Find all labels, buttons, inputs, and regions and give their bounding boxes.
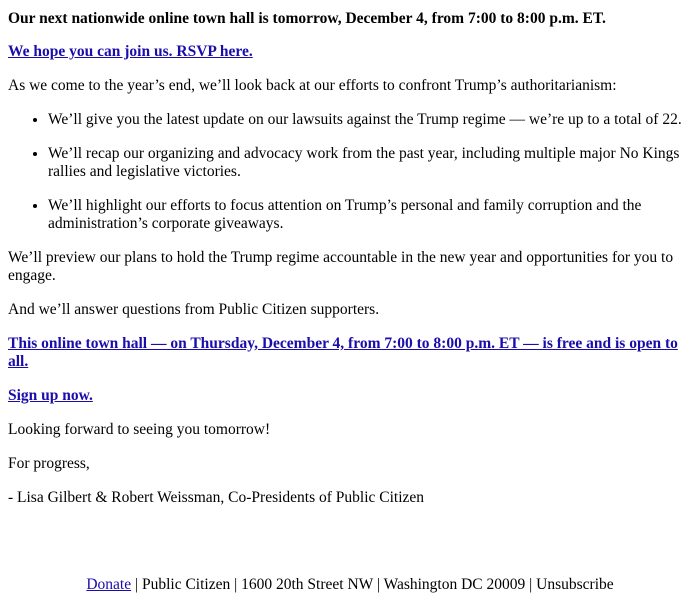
rsvp-link[interactable]: We hope you can join us. RSVP here. (8, 43, 253, 60)
footer-org: Public Citizen (141, 576, 231, 593)
footer-separator: | (373, 576, 384, 593)
questions-text: And we’ll answer questions from Public Citizen supporters. (8, 301, 380, 318)
footer-separator: | (131, 576, 142, 593)
intro-text: As we come to the year’s end, we’ll look back at our efforts to confront Trump’s authoritarianism: (8, 77, 617, 94)
footer (0, 576, 700, 594)
unsubscribe-link[interactable]: Unsubscribe (536, 576, 614, 593)
list-item: • We’ll recap our organizing and advocacy work from the past year, including multiple major No Kings rallies and legislative victories. (48, 145, 688, 181)
footer-city: Washington DC 20009 (383, 576, 526, 593)
donate-link[interactable]: Donate (86, 576, 132, 593)
headline: Our next nationwide online town hall is tomorrow, December 4, from 7:00 to 8:00 p.m. ET. (8, 10, 606, 27)
signup-paragraph (8, 387, 688, 405)
list-item: • We’ll highlight our efforts to focus attention on Trump’s personal and family corruption and the administration’s corporate giveaways. (48, 197, 688, 233)
agenda-list (8, 111, 688, 233)
free-event-link[interactable]: This online town hall — on Thursday, December 4, from 7:00 to 8:00 p.m. ET — is free and is open to all. (8, 335, 678, 370)
signup-link[interactable]: Sign up now. (8, 387, 93, 404)
closing-text: Looking forward to seeing you tomorrow! (8, 421, 271, 438)
list-item: • We’ll give you the latest update on our lawsuits against the Trump regime — we’re up to a total of 22. (48, 111, 688, 129)
signature-text: - Lisa Gilbert & Robert Weissman, Co-Presidents of Public Citizen (8, 489, 425, 506)
footer-separator: | (230, 576, 242, 593)
signoff-text: For progress, (8, 455, 90, 472)
free-event-paragraph (8, 335, 688, 371)
rsvp-paragraph (8, 43, 688, 61)
footer-address: 1600 20th Street NW (241, 576, 373, 593)
footer-separator: | (525, 576, 537, 593)
preview-text: We’ll preview our plans to hold the Trump regime accountable in the new year and opportunities for you to engage. (8, 249, 674, 284)
